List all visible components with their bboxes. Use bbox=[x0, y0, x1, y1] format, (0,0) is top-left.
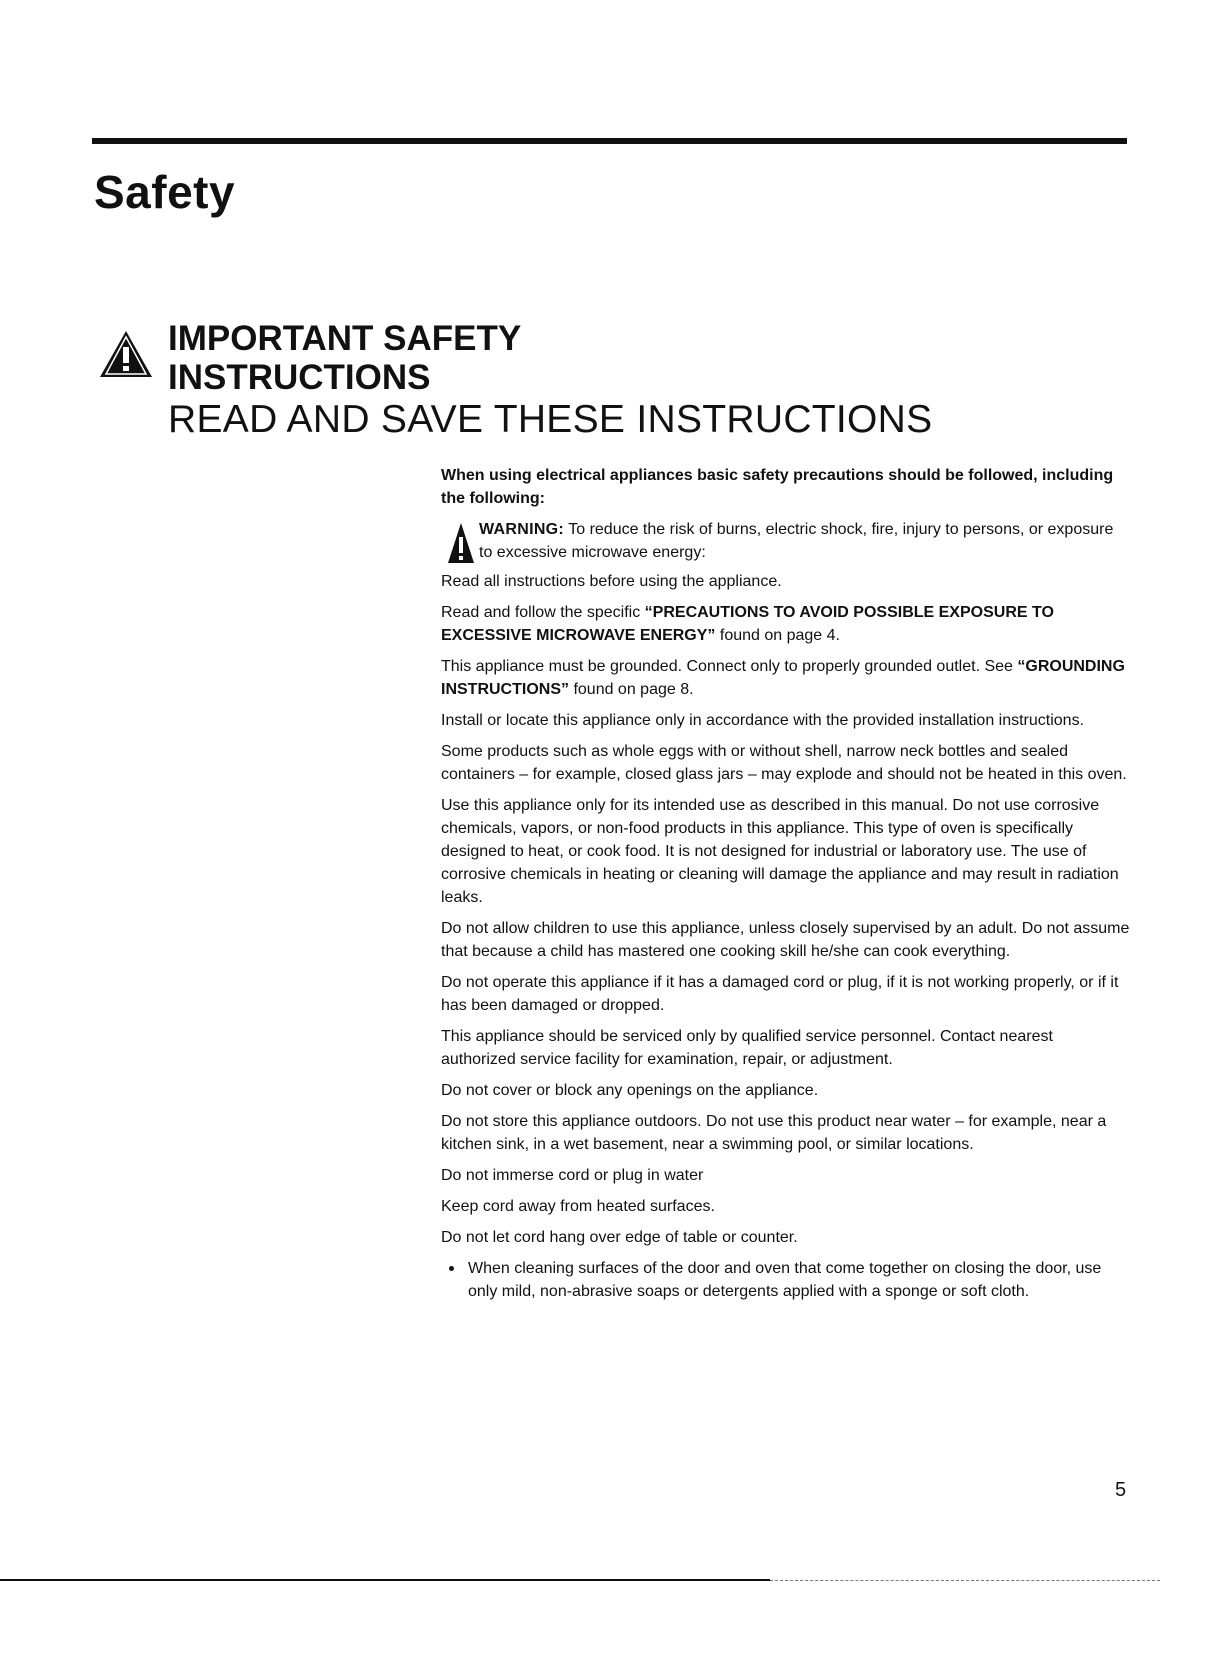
heading-subtitle: READ AND SAVE THESE INSTRUCTIONS bbox=[168, 398, 933, 441]
paragraph-text: Read and follow the specific bbox=[441, 604, 645, 621]
paragraph-intended-use: Use this appliance only for its intended use as described in this manual. Do not use corrosive chemicals, vapors, or non-food products in this appliance. This type of oven is specifically designed to heat, or cook food. It is not designed for industrial or laboratory use. The use of corrosive chemicals in heating or cleaning will damage the appliance and may result in radiation leaks. bbox=[441, 797, 1119, 906]
paragraph-heated-surfaces: Keep cord away from heated surfaces. bbox=[441, 1198, 715, 1215]
paragraph-text: This appliance must be grounded. Connect only to properly grounded outlet. See bbox=[441, 658, 1018, 675]
warning-notice bbox=[441, 518, 1131, 564]
paragraph-damaged-cord: Do not operate this appliance if it has a damaged cord or plug, if it is not working properly, or if it has been damaged or dropped. bbox=[441, 974, 1119, 1014]
bullet-icon bbox=[449, 1266, 454, 1271]
paragraph-text: found on page 8. bbox=[569, 681, 694, 698]
paragraph-install: Install or locate this appliance only in accordance with the provided installation instructions. bbox=[441, 712, 1085, 729]
warning-triangle-icon bbox=[96, 327, 156, 381]
paragraph-openings: Do not cover or block any openings on the appliance. bbox=[441, 1082, 819, 1099]
heading-line-2: INSTRUCTIONS bbox=[168, 358, 431, 397]
paragraph-service: This appliance should be serviced only by qualified service personnel. Contact nearest authorized service facility for examination, repair, or adjustment. bbox=[441, 1028, 1053, 1068]
warning-text: To reduce the risk of burns, electric shock, fire, injury to persons, or exposure to excessive microwave energy: bbox=[479, 521, 1114, 561]
paragraph-text: found on page 4. bbox=[715, 627, 840, 644]
warning-triangle-icon bbox=[447, 521, 475, 565]
bottom-rule bbox=[0, 1579, 770, 1581]
paragraph-read-instructions: Read all instructions before using the appliance. bbox=[441, 573, 782, 590]
paragraph-explode: Some products such as whole eggs with or without shell, narrow neck bottles and sealed containers – for example, closed glass jars – may explode and should not be heated in this oven. bbox=[441, 743, 1127, 783]
heading-line-1: IMPORTANT SAFETY bbox=[168, 319, 522, 358]
instructions-body bbox=[441, 464, 1131, 1303]
paragraph-grounding bbox=[441, 655, 1131, 701]
page-number: 5 bbox=[1115, 1479, 1127, 1501]
paragraph-children: Do not allow children to use this appliance, unless closely supervised by an adult. Do not assume that because a child has mastered one cooking skill he/she can cook everything. bbox=[441, 920, 1130, 960]
warning-label: WARNING: bbox=[479, 521, 565, 538]
paragraph-immerse: Do not immerse cord or plug in water bbox=[441, 1167, 704, 1184]
list-item-text: When cleaning surfaces of the door and oven that come together on closing the door, use only mild, non-abrasive soaps or detergents applied with a sponge or soft cloth. bbox=[468, 1260, 1102, 1300]
grounding-reference: “GROUNDING INSTRUCTIONS” bbox=[441, 658, 1125, 698]
top-rule bbox=[92, 138, 1127, 144]
precautions-reference: “PRECAUTIONS TO AVOID POSSIBLE EXPOSURE TO EXCESSIVE MICROWAVE ENERGY” bbox=[441, 604, 1054, 644]
list-item bbox=[441, 1257, 1131, 1303]
paragraph-cord-hang: Do not let cord hang over edge of table or counter. bbox=[441, 1229, 798, 1246]
paragraph-precautions bbox=[441, 601, 1131, 647]
paragraph-outdoors: Do not store this appliance outdoors. Do not use this product near water – for example, near a kitchen sink, in a wet basement, near a swimming pool, or similar locations. bbox=[441, 1113, 1107, 1153]
intro-text: When using electrical appliances basic safety precautions should be followed, including the following: bbox=[441, 467, 1114, 507]
bottom-rule-dashed bbox=[770, 1580, 1160, 1581]
section-title: Safety bbox=[94, 166, 236, 218]
bullet-list bbox=[441, 1257, 1131, 1303]
